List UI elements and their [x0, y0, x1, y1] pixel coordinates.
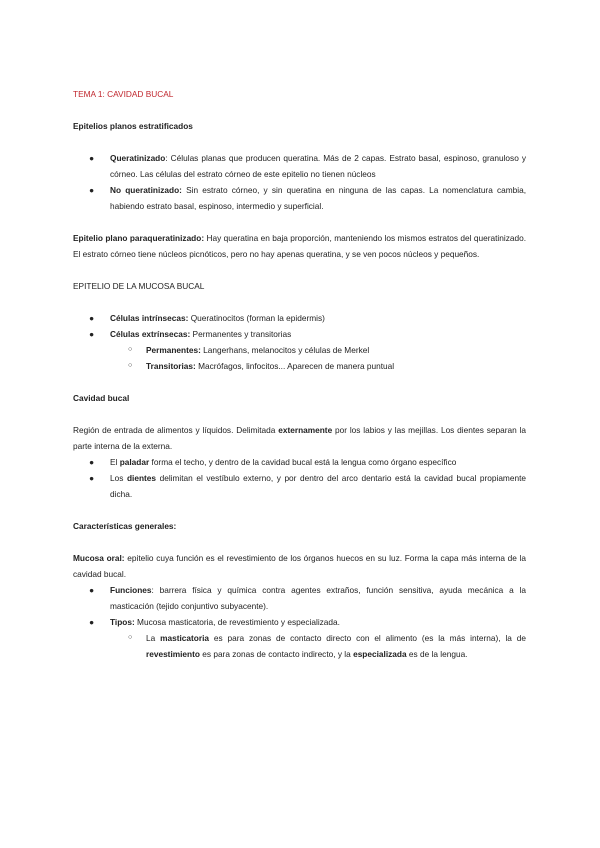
bullet-icon: ● [89, 617, 95, 627]
bullet-icon: ● [89, 329, 95, 339]
caracteristicas-list [73, 582, 526, 662]
paraqueratinizado-paragraph: Epitelio plano paraqueratinizado: Hay queratina en baja proporción, manteniendo los mismos estratos del queratinizado. El estrato córneo tiene núcleos picnóticos, pero no hay apenas queratina, y se ven pocos núcleos y pequeños. [73, 233, 527, 259]
list-item: ● El paladar forma el techo, y dentro de la cavidad bucal está la lengua como órgano específico [73, 454, 526, 470]
circle-icon: ○ [128, 346, 133, 353]
section-heading-caracteristicas: Características generales: [73, 521, 177, 531]
list-item: ● Funciones: barrera física y química contra agentes extraños, función sensitiva, ayuda mecánica a la masticación (tejido conjuntivo subyacente). [73, 582, 526, 614]
list-item: ● Los dientes delimitan el vestíbulo externo, y por dentro del arco dentario está la cavidad bucal propiamente dicha. [73, 470, 526, 502]
bullet-icon: ● [89, 313, 95, 323]
epitelios-list [73, 150, 526, 214]
bullet-icon: ● [89, 185, 95, 195]
mucosa-oral-paragraph: Mucosa oral: epitelio cuya función es el revestimiento de los órganos huecos en su luz. Forma la capa más interna de la cavidad bucal. [73, 553, 526, 579]
bullet-icon: ● [89, 457, 95, 467]
bullet-icon: ● [89, 585, 95, 595]
list-item: ● Células extrínsecas: Permanentes y transitorias [73, 326, 526, 342]
sub-list-item: ○ Transitorias: Macrófagos, linfocitos... Aparecen de manera puntual [73, 358, 526, 374]
sub-list-item: ○ Permanentes: Langerhans, melanocitos y células de Merkel [73, 342, 526, 358]
list-item: ● Células intrínsecas: Queratinocitos (forman la epidermis) [73, 310, 526, 326]
sub-list-item: ○ La masticatoria es para zonas de contacto directo con el alimento (es la más interna), la de revestimiento es para zonas de contacto indirecto, y la especializada es de la lengua. [73, 630, 526, 662]
list-item: ● No queratinizado: Sin estrato córneo, y sin queratina en ninguna de las capas. La nomenclatura cambia, habiendo estrato basal, espinoso, intermedio y superficial. [73, 182, 526, 214]
list-item: ● Tipos: Mucosa masticatoria, de revestimiento y especializada. [73, 614, 526, 630]
circle-icon: ○ [128, 362, 133, 369]
section-heading-epitelios: Epitelios planos estratificados [73, 121, 193, 131]
page-title: TEMA 1: CAVIDAD BUCAL [73, 89, 174, 99]
section-heading-mucosa: EPITELIO DE LA MUCOSA BUCAL [73, 281, 205, 291]
mucosa-list [73, 310, 526, 374]
cavidad-list [73, 454, 526, 502]
circle-icon: ○ [128, 634, 133, 641]
cavidad-paragraph: Región de entrada de alimentos y líquidos. Delimitada externamente por los labios y las mejillas. Los dientes separan la parte interna de la externa. [73, 425, 526, 451]
bullet-icon: ● [89, 153, 95, 163]
section-heading-cavidad: Cavidad bucal [73, 393, 130, 403]
list-item: ● Queratinizado: Células planas que producen queratina. Más de 2 capas. Estrato basal, espinoso, granuloso y córneo. Las células del estrato córneo de este epitelio no tienen núcleos [73, 150, 526, 182]
bullet-icon: ● [89, 473, 95, 483]
